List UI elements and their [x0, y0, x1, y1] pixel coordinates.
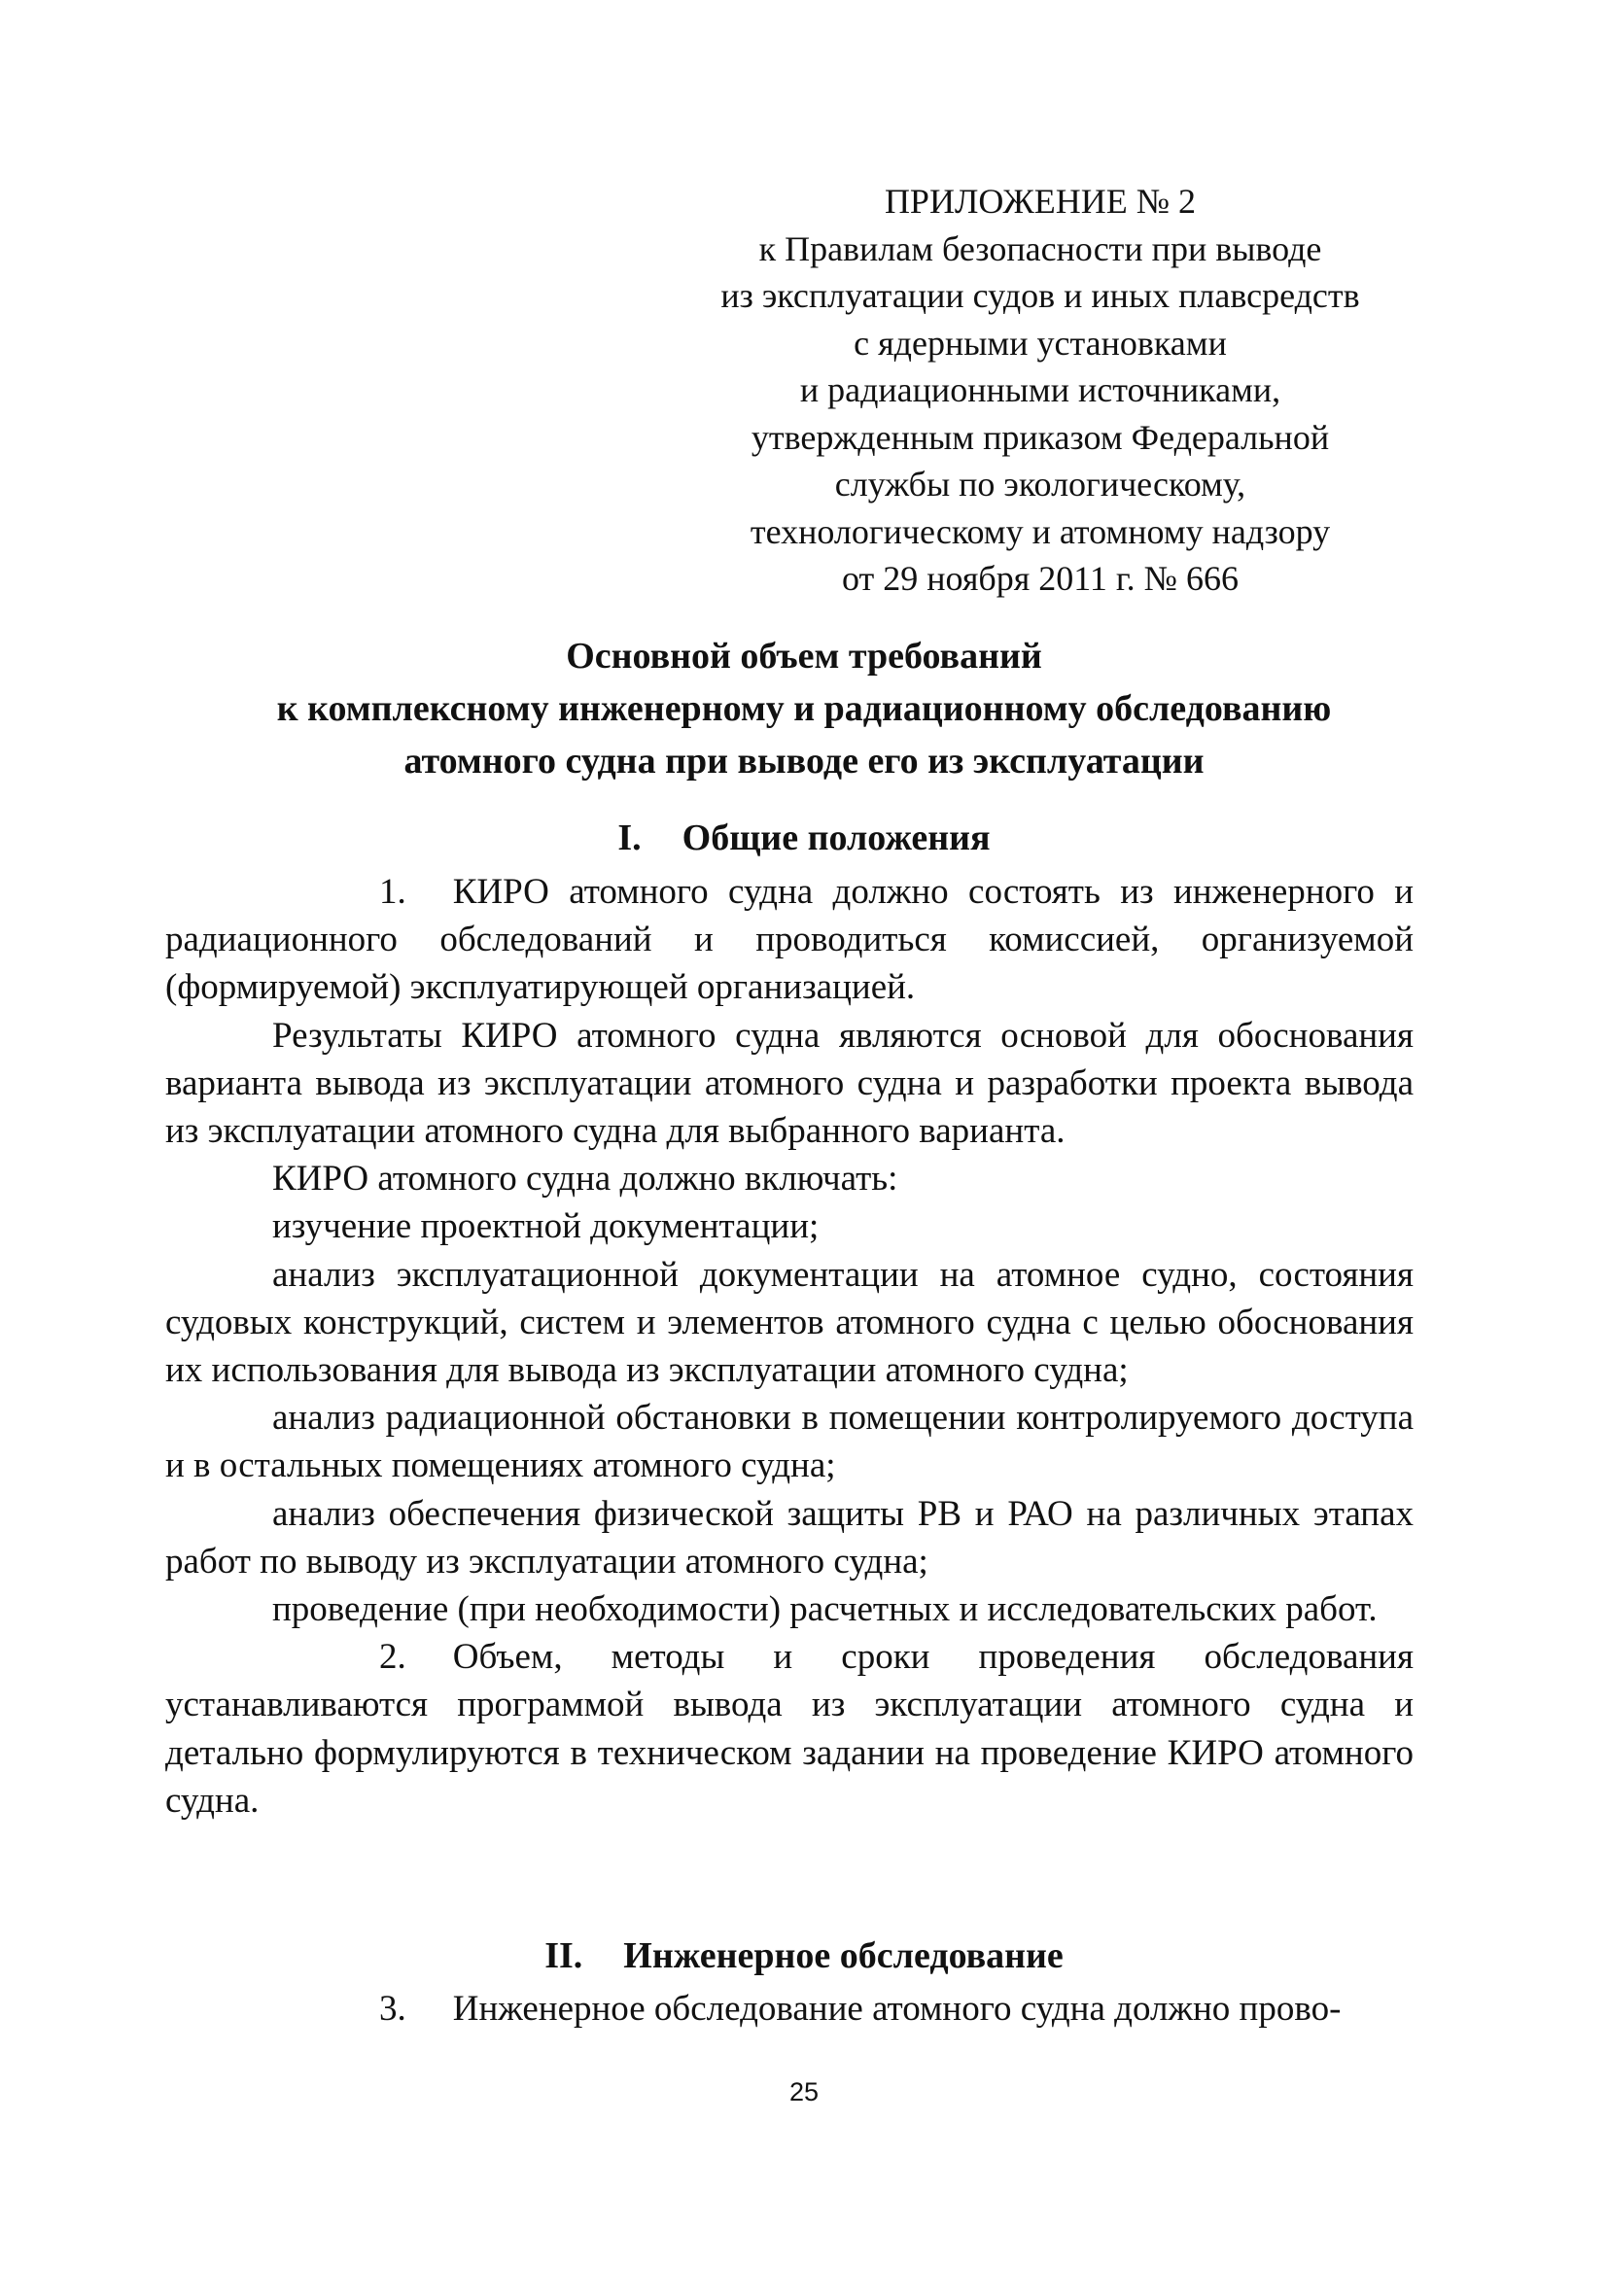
list-item: проведение (при необходимости) расчетных и исследовательских работ.: [272, 1589, 1378, 1630]
list-item: анализ обеспечения физической защиты РВ и РАО на различных этапах работ по выводу из эксплуатации атомного судна;: [165, 1493, 1414, 1582]
list-item: анализ радиационной обстановки в помещении контролируемого доступа и в остальных помещениях атомного судна;: [165, 1398, 1414, 1486]
list-item: изучение проектной документации;: [272, 1206, 820, 1247]
section-1-number: I.: [617, 818, 642, 858]
paragraph-3: КИРО атомного судна должно включать:: [272, 1159, 898, 1200]
section-1-body: [165, 868, 1414, 1825]
paragraph-4: [165, 1633, 1414, 1825]
section-1-heading: [165, 817, 1443, 859]
title-line: к комплексному инженерному и радиационному обследованию: [276, 688, 1332, 729]
appendix-line: технологическому и атомному надзору: [750, 511, 1331, 551]
paragraph-number: 3.: [379, 1989, 406, 2029]
section-2-title: Инженерное обследование: [623, 1935, 1064, 1976]
appendix-line: к Правилам безопасности при выводе: [758, 228, 1322, 268]
paragraph-text: Объем, методы и сроки проведения обследования устанавливаются программой вывода из эксплуатации атомного судна и детально формулируются в техническом задании на проведение КИРО атомного судна.: [165, 1637, 1414, 1821]
paragraph-text: Инженерное обследование атомного судна должно прово-: [452, 1989, 1342, 2029]
appendix-line: из эксплуатации судов и иных плавсредств: [720, 276, 1360, 315]
appendix-date: от 29 ноября 2011 г. № 666: [842, 559, 1239, 598]
document-title: [165, 630, 1443, 787]
paragraph-1: [165, 868, 1414, 1012]
appendix-title: ПРИЛОЖЕНИЕ № 2: [884, 182, 1197, 221]
paragraph-number: 1.: [379, 872, 406, 912]
appendix-line: и радиационными источниками,: [799, 370, 1281, 409]
paragraph-2: Результаты КИРО атомного судна являются основой для обоснования варианта вывода из эксплуатации атомного судна и разработки проекта вывода из эксплуатации атомного судна для выбранного варианта.: [165, 1015, 1414, 1152]
paragraph-5: [165, 1985, 1414, 2033]
section-2-number: II.: [544, 1935, 583, 1976]
appendix-header: [671, 178, 1410, 603]
list-item: анализ эксплуатационной документации на атомное судно, состояния судовых конструкций, систем и элементов атомного судна с целью обоснования их использования для вывода из эксплуатации атомного судна;: [165, 1254, 1414, 1391]
section-2-body: [165, 1985, 1414, 2033]
section-2-heading: [165, 1934, 1443, 1977]
appendix-line: с ядерными установками: [854, 323, 1227, 363]
title-line: атомного судна при выводе его из эксплуатации: [403, 741, 1205, 782]
appendix-line: службы по экологическому,: [834, 465, 1246, 504]
paragraph-number: 2.: [379, 1637, 406, 1678]
page-number: 25: [788, 2077, 820, 2106]
title-line: Основной объем требований: [566, 636, 1042, 677]
section-1-title: Общие положения: [682, 818, 991, 858]
appendix-line: утвержденным приказом Федеральной: [751, 417, 1330, 457]
paragraph-text: КИРО атомного судна должно состоять из инженерного и радиационного обследований и проводиться комиссией, организуемой (формируемой) эксплуатирующей организацией.: [165, 872, 1414, 1008]
